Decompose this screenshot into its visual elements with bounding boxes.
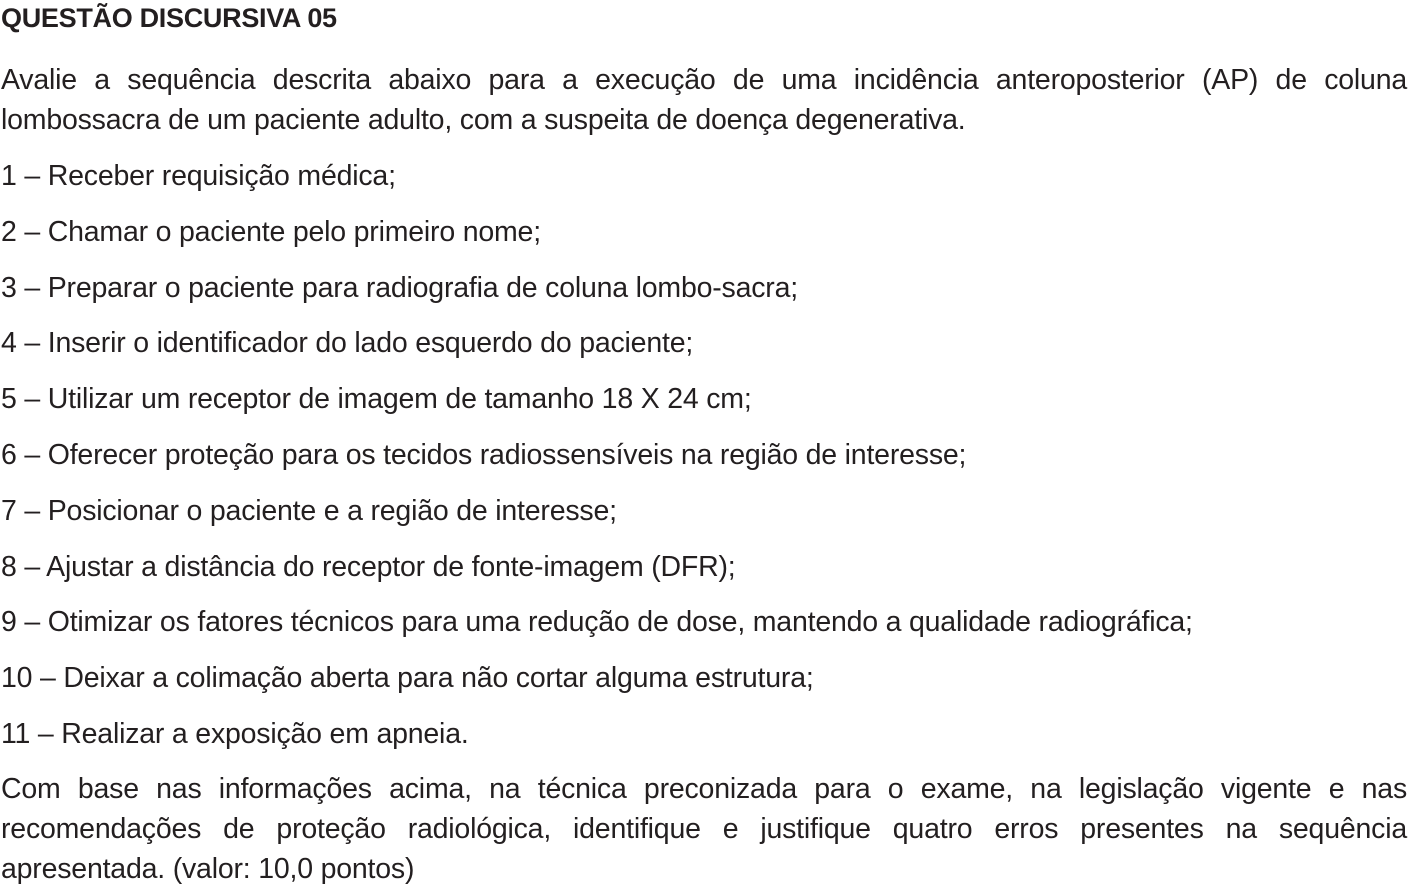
list-item: 10 – Deixar a colimação aberta para não cortar alguma estrutura;: [1, 662, 814, 695]
list-item: 8 – Ajustar a distância do receptor de fonte-imagem (DFR);: [1, 550, 736, 583]
question-title: QUESTÃO DISCURSIVA 05: [1, 3, 337, 33]
list-item: 1 – Receber requisição médica;: [1, 160, 396, 192]
list-item: 3 – Preparar o paciente para radiografia de coluna lombo-sacra;: [1, 271, 798, 304]
intro-paragraph: Avalie a sequência descrita abaixo para a execução de uma incidência anteroposterior (AP) de coluna lombossacra de um paciente adulto, com a suspeita de doença degenerativa.: [1, 64, 1407, 136]
list-item: 9 – Otimizar os fatores técnicos para uma redução de dose, mantendo a qualidade radiográfica;: [1, 606, 1193, 639]
list-item: 2 – Chamar o paciente pelo primeiro nome;: [1, 215, 541, 248]
list-item: 7 – Posicionar o paciente e a região de interesse;: [1, 494, 617, 527]
steps-list: [1, 156, 1193, 770]
list-item: 6 – Oferecer proteção para os tecidos radiossensíveis na região de interesse;: [1, 438, 967, 471]
list-item: 4 – Inserir o identificador do lado esquerdo do paciente;: [1, 327, 694, 360]
list-item: 11 – Realizar a exposição em apneia.: [1, 717, 469, 750]
closing-paragraph: Com base nas informações acima, na técnica preconizada para o exame, na legislação vigente e nas recomendações de proteção radiológica, identifique e justifique quatro erros presentes na sequência apresentada. (valor: 10,0 pontos): [1, 773, 1407, 885]
list-item: 5 – Utilizar um receptor de imagem de tamanho 18 X 24 cm;: [1, 383, 752, 416]
